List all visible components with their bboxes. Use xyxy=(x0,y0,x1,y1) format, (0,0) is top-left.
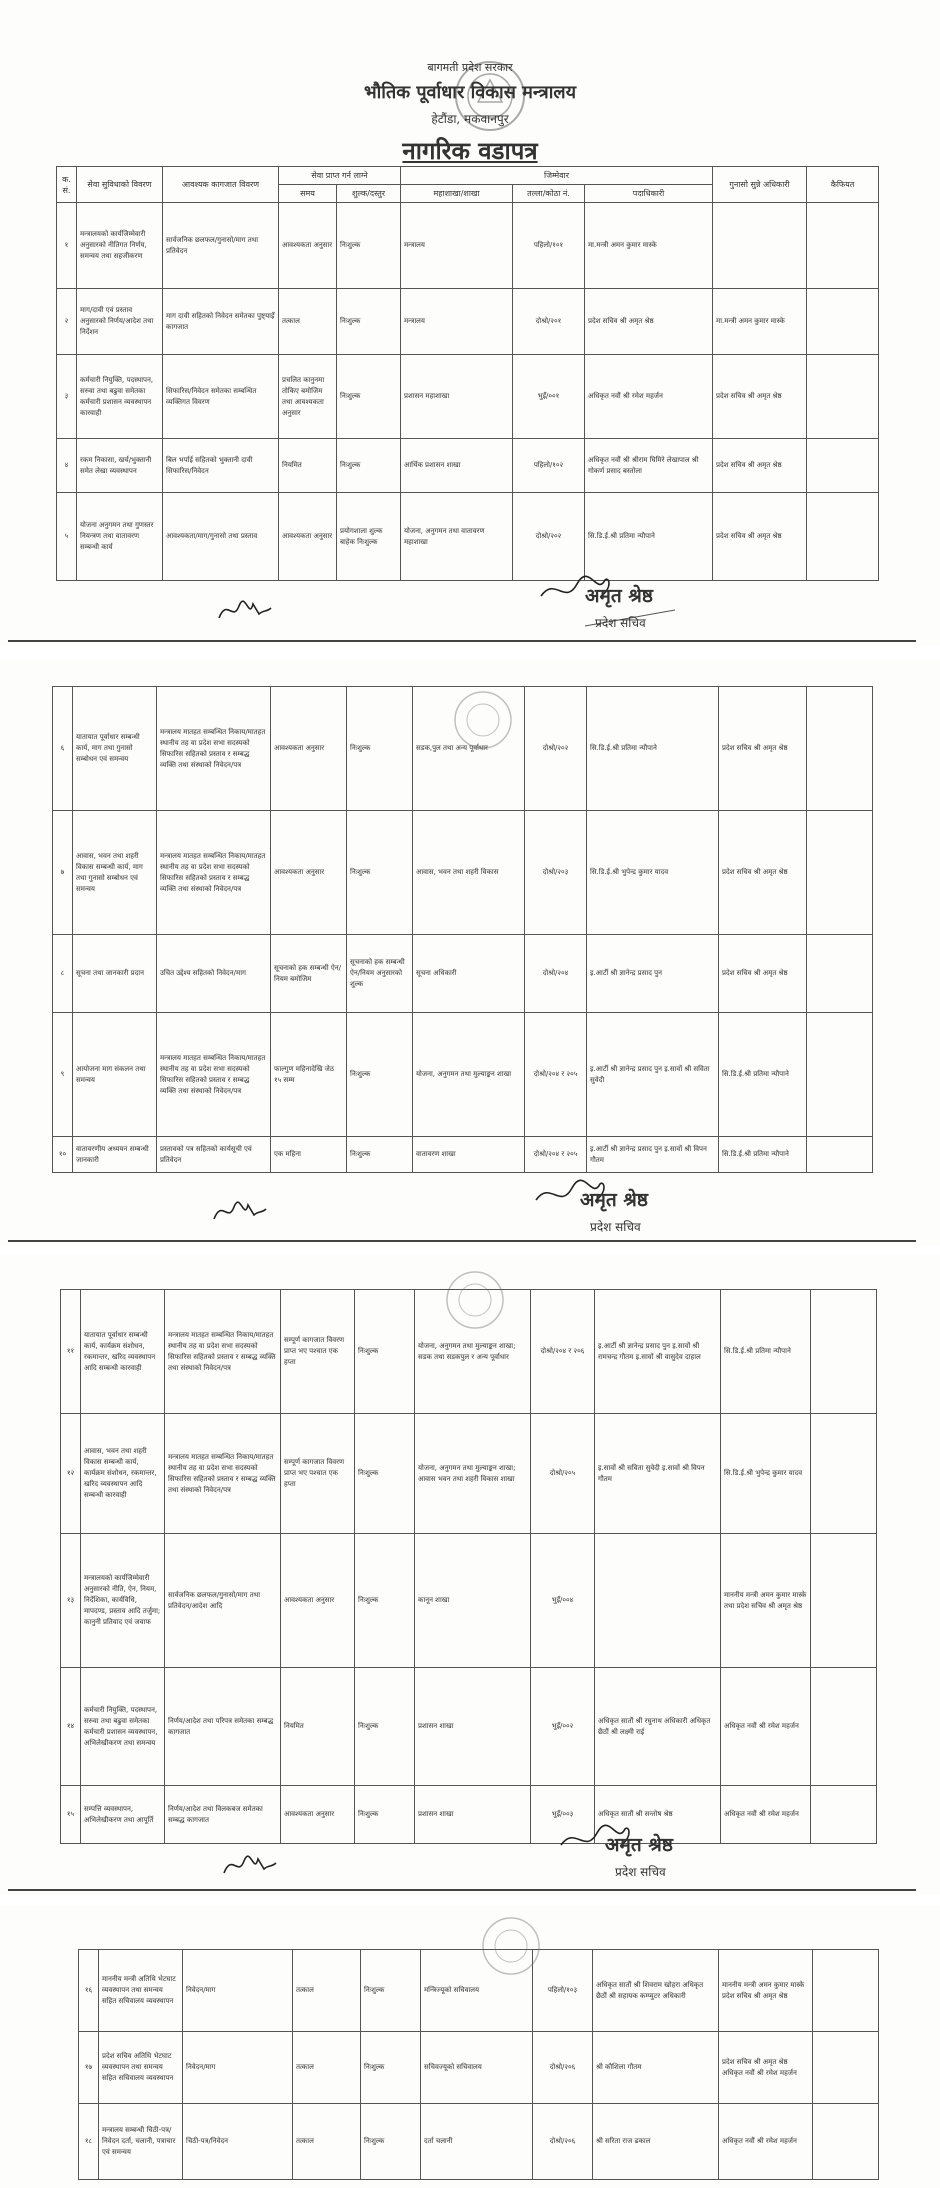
row-documents: मन्त्रालय मातहत सम्बन्धित निकाय/मातहत स्थानीय तह वा प्रदेश सभा सदस्यको सिफारिस सहितको प्रस्ताव र सम्बद्ध व्यक्ति तथा संस्थाको निवेदन/पत्र xyxy=(165,1414,281,1534)
row-floor: दोश्रो/२०४ र २०६ xyxy=(531,1290,595,1414)
row-documents: सार्वजनिक छलफल/गुनासो/माग तथा प्रतिवेदन xyxy=(163,203,279,289)
row-service: आयोजना माग संकलन तथा समन्वय xyxy=(73,1013,157,1137)
row-documents: सार्वजनिक छलफल/गुनासो/माग तथा प्रतिवेदन/आदेश आदि xyxy=(165,1534,281,1668)
row-floor: पहिलो/१०२ xyxy=(513,439,585,493)
row-floor: दोश्रो/२०४ र २०५ xyxy=(525,1013,587,1137)
row-grievance: अधिकृत नवौं श्री रमेश महर्जन xyxy=(719,2104,813,2180)
citizen-charter-table-1 xyxy=(56,166,879,581)
row-floor: दोश्रो/२०२ xyxy=(525,687,587,811)
header-remarks: कैफियत xyxy=(807,167,879,203)
row-documents: निर्णय/आदेश तथा विलकबज समेतका सम्बद्ध कागजात xyxy=(165,1786,281,1844)
table-row xyxy=(53,1137,873,1173)
table-row xyxy=(79,1950,879,2032)
row-sn: ४ xyxy=(57,439,77,493)
row-officer: श्री कौशिला गौतम xyxy=(593,2032,719,2104)
row-fee: निःशुल्क xyxy=(347,1137,413,1173)
row-documents: सिफारिस/निवेदन समेतका सम्बन्धित व्यक्तिगत विवरण xyxy=(163,355,279,439)
row-fee: निःशुल्क xyxy=(347,811,413,935)
row-floor: दोश्रो/२०५ xyxy=(531,1414,595,1534)
page-divider xyxy=(8,1240,916,1242)
row-grievance: सि.डि.ई.श्री प्रतिमा न्यौपाने xyxy=(719,1137,807,1173)
row-time: आवश्यकता अनुसार xyxy=(279,203,337,289)
row-time: आवश्यकता अनुसार xyxy=(281,1786,355,1844)
row-floor: भुइँ/००१ xyxy=(513,355,585,439)
header-grievance: गुनासो सुन्ने अधिकारी xyxy=(713,167,807,203)
row-time: आवश्यकता अनुसार xyxy=(271,687,347,811)
row-sn: ३ xyxy=(57,355,77,439)
row-remarks xyxy=(807,289,879,355)
row-remarks xyxy=(813,1950,879,2032)
row-sn: ५ xyxy=(57,493,77,581)
page-divider xyxy=(8,640,916,642)
row-grievance: प्रदेश सचिव श्री अमृत श्रेष्ठ xyxy=(719,935,807,1013)
citizen-charter-table-4 xyxy=(78,1949,879,2180)
signatory-title: प्रदेश सचिव xyxy=(615,1865,666,1879)
row-officer: इ.आर्टी श्री ज्ञानेन्द्र प्रसाद पुन इ.सावों श्री रामचन्द्र गौतम इ.सावों श्री वासुदेव दाहाल xyxy=(595,1290,721,1414)
row-service: आवास, भवन तथा शहरी विकास सम्बन्धी कार्य, कार्यक्रम संशोधन, रकमान्तर, खरिद व्यवस्थापन आदि सम्बन्धी कारवाही xyxy=(81,1414,165,1534)
row-grievance: प्रदेश सचिव श्री अमृत श्रेष्ठ xyxy=(713,493,807,581)
row-floor: दोश्रो/२०४ र २०५ xyxy=(525,1137,587,1173)
row-fee: निःशुल्क xyxy=(361,2032,421,2104)
table-row xyxy=(57,493,879,581)
row-branch: मन्त्रालय xyxy=(401,203,513,289)
row-sn: १० xyxy=(53,1137,73,1173)
row-sn: ८ xyxy=(53,935,73,1013)
row-time: एक महिना xyxy=(271,1137,347,1173)
row-remarks xyxy=(811,1534,877,1668)
row-officer: इ.आर्टी श्री ज्ञानेन्द्र प्रसाद पुन इ.सावों श्री सविता सुवेदी xyxy=(587,1013,719,1137)
row-branch: योजना, अनुगमन तथा मुल्याङ्कन शाखा xyxy=(413,1013,525,1137)
table-row xyxy=(61,1534,877,1668)
citizen-charter-table-3 xyxy=(60,1289,877,1844)
header-fee: शुल्क/दस्तुर xyxy=(337,185,401,203)
header-province: बागमती प्रदेश सरकार xyxy=(427,61,513,74)
row-officer: सि.डि.ई.श्री भुपेन्द्र कुमार यादव xyxy=(587,811,719,935)
row-officer: अधिकृत सातौं श्री रघुनाथ अधिकारी अधिकृत छैठौं श्री लक्ष्मी राई xyxy=(595,1668,721,1786)
row-service: कर्मचारी नियुक्ति, पदस्थापन, सरुवा तथा बढुवा समेतका कर्मचारी प्रशासन व्यवस्थापन, अभिलेखीकरण तथा समन्वय xyxy=(81,1668,165,1786)
header-location: हेटौंडा, मकवानपुर xyxy=(431,112,509,126)
row-time: फाल्गुण महिनादेखि जेठ १५ सम्म xyxy=(271,1013,347,1137)
signatory-title: प्रदेश सचिव xyxy=(590,1220,641,1234)
row-service: कर्मचारी नियुक्ति, पदस्थापन, सरुवा तथा बढुवा समेतका कर्मचारी प्रशासन व्यवस्थापन कारवाही xyxy=(77,355,163,439)
header-documents: आवश्यक कागजात विवरण xyxy=(163,167,279,203)
row-sn: १५ xyxy=(61,1786,81,1844)
row-remarks xyxy=(807,1137,873,1173)
signatory-name: अमृत श्रेष्ठ xyxy=(605,1834,673,1856)
row-remarks xyxy=(807,935,873,1013)
row-documents: उचित उद्देश्य सहितको निवेदन/माग xyxy=(157,935,271,1013)
row-remarks xyxy=(811,1786,877,1844)
row-grievance: अधिकृत नवौं श्री रमेश महर्जन xyxy=(721,1786,811,1844)
row-branch: वातावरण शाखा xyxy=(413,1137,525,1173)
row-grievance: प्रदेश सचिव श्री अमृत श्रेष्ठ xyxy=(713,355,807,439)
row-documents: प्रस्तावको पत्र सहितको कार्यसूची एवं प्रतिवेदन xyxy=(157,1137,271,1173)
row-floor: दोश्रो/२०२ xyxy=(513,493,585,581)
row-grievance: प्रदेश सचिव श्री अमृत श्रेष्ठ xyxy=(719,687,807,811)
row-time: आवश्यकता अनुसार xyxy=(271,811,347,935)
row-remarks xyxy=(807,1013,873,1137)
row-branch: योजना, अनुगमन तथा वातावरण महाशाखा xyxy=(401,493,513,581)
row-time: प्रचलित कानुनमा तोकिए बमोजिम तथा आवश्यकता अनुसार xyxy=(279,355,337,439)
row-fee: निःशुल्क xyxy=(355,1414,415,1534)
row-sn: १४ xyxy=(61,1668,81,1786)
row-service: आवास, भवन तथा शहरी विकास सम्बन्धी कार्य, माग तथा गुनासो सम्बोधन एवं समन्वय xyxy=(73,811,157,935)
row-sn: ६ xyxy=(53,687,73,811)
header-ministry: भौतिक पूर्वाधार विकास मन्त्रालय xyxy=(363,82,577,103)
row-remarks xyxy=(813,2032,879,2104)
row-officer: सि.डि.ई.श्री प्रतिमा न्यौपाने xyxy=(585,493,713,581)
row-sn: ९ xyxy=(53,1013,73,1137)
table-row xyxy=(79,2032,879,2104)
scan-page-2 xyxy=(0,660,940,1245)
header-floor: तल्ला/कोठा नं. xyxy=(513,185,585,203)
row-floor: दोश्रो/२०४ xyxy=(525,935,587,1013)
row-remarks xyxy=(807,811,873,935)
row-service: प्रदेश सचिव अतिथि भेटघाट व्यवस्थापन तथा समन्वय सहित सचिवालय व्यवस्थापन xyxy=(99,2032,183,2104)
row-officer: सि.डि.ई.श्री प्रतिमा न्यौपाने xyxy=(587,687,719,811)
row-officer: मा.मन्त्री अमन कुमार मास्के xyxy=(585,203,713,289)
row-floor: दोश्रो/२०६ xyxy=(533,2032,593,2104)
signature-scribble-icon xyxy=(210,1193,270,1229)
row-documents: चिठी-पत्र/निवेदन xyxy=(183,2104,293,2180)
row-floor: दोश्रो/२०६ xyxy=(533,2104,593,2180)
row-fee: निःशुल्क xyxy=(355,1534,415,1668)
row-fee: प्रयोगशाला शुल्क बाहेक निःशुल्क xyxy=(337,493,401,581)
row-service: योजना अनुगमन तथा गुणस्तर नियन्त्रण तथा वातावरण सम्बन्धी कार्य xyxy=(77,493,163,581)
row-remarks xyxy=(813,2104,879,2180)
row-service: माननीय मन्त्री अतिथि भेटघाट व्यवस्थापन तथा समन्वय सहित सचिवालय व्यवस्थापन xyxy=(99,1950,183,2032)
page-divider xyxy=(8,1889,916,1891)
signatory-title: प्रदेश सचिव xyxy=(595,616,646,630)
row-documents: निवेदन/माग xyxy=(183,2032,293,2104)
row-officer: अधिकृत सातौं श्री सन्तोष श्रेष्ठ xyxy=(595,1786,721,1844)
row-sn: ११ xyxy=(61,1290,81,1414)
row-sn: १७ xyxy=(79,2032,99,2104)
row-sn: १ xyxy=(57,203,77,289)
row-floor: भुइँ/००३ xyxy=(531,1786,595,1844)
row-branch: आर्थिक प्रशासन शाखा xyxy=(401,439,513,493)
row-documents: निवेदन/माग xyxy=(183,1950,293,2032)
row-grievance: सि.डि.ई.श्री प्रतिमा न्यौपाने xyxy=(721,1290,811,1414)
table-row xyxy=(57,289,879,355)
row-floor: दोश्रो/२०३ xyxy=(525,811,587,935)
table-row xyxy=(61,1786,877,1844)
row-service: माग/दावी एवं प्रस्ताव अनुसारको निर्णय/आदेश तथा निर्देशन xyxy=(77,289,163,355)
row-documents: आवश्यकता/माग/गुनासो तथा प्रस्ताव xyxy=(163,493,279,581)
row-service: मन्त्रालयको कार्यजिम्मेवारी अनुसारको नीति, ऐन, नियम, निर्देशिका, कार्यविधि, मापदण्ड, प्रस्ताव आदि तर्जुमा; कानुनी प्रतिवाद एवं जवाफ xyxy=(81,1534,165,1668)
table-row xyxy=(57,203,879,289)
row-branch: योजना, अनुगमन तथा मुल्याङ्कन शाखा; सडक तथा सडकपुल र अन्य पूर्वाधार xyxy=(415,1290,531,1414)
row-branch: सूचना अधिकारी xyxy=(413,935,525,1013)
row-remarks xyxy=(811,1668,877,1786)
row-fee: निःशुल्क xyxy=(337,355,401,439)
row-service: वातावरणीय अध्ययन सम्बन्धी जानकारी xyxy=(73,1137,157,1173)
row-grievance: अधिकृत नवौं श्री रमेश महर्जन xyxy=(721,1668,811,1786)
row-time: सूचनाको हक सम्बन्धी ऐन/नियम बमोजिम xyxy=(271,935,347,1013)
row-officer: अधिकृत सातौं श्री शिवराम खोहरा अधिकृत छैठौं श्री सहायक कम्प्युटर अधिकारी xyxy=(593,1950,719,2032)
row-remarks xyxy=(811,1414,877,1534)
header-branch: महाशाखा/शाखा xyxy=(401,185,513,203)
row-floor: दोश्रो/२०१ xyxy=(513,289,585,355)
signature-stamp xyxy=(530,1170,680,1248)
row-grievance: प्रदेश सचिव श्री अमृत श्रेष्ठ अधिकृत नवौं श्री रमेश महर्जन xyxy=(719,2032,813,2104)
row-remarks xyxy=(807,439,879,493)
row-documents: माग दावी सहितको निवेदन समेतका पुष्ट्याइँ कागजात xyxy=(163,289,279,355)
row-time: नियमित xyxy=(279,439,337,493)
row-floor: भुइँ/००४ xyxy=(531,1534,595,1668)
signature-scribble-icon xyxy=(220,1847,280,1883)
header-sn: क.सं. xyxy=(57,167,77,203)
row-grievance: सि.डि.ई.श्री प्रतिमा न्यौपाने xyxy=(719,1013,807,1137)
row-fee: निःशुल्क xyxy=(337,203,401,289)
row-documents: मन्त्रालय मातहत सम्बन्धित निकाय/मातहत स्थानीय तह वा प्रदेश सभा सदस्यको सिफारिस सहितको प्रस्ताव र सम्बद्ध व्यक्ति तथा संस्थाको निवेदन/पत्र xyxy=(157,1013,271,1137)
row-remarks xyxy=(807,493,879,581)
header-service: सेवा सुविधाको विवरण xyxy=(77,167,163,203)
row-service: यातायात पूर्वाधार सम्बन्धी कार्य, कार्यक्रम संशोधन, रकमान्तर, खरिद व्यवस्थापन आदि सम्बन्धी कारवाही xyxy=(81,1290,165,1414)
row-fee: निःशुल्क xyxy=(347,1013,413,1137)
row-time: आवश्यकता अनुसार xyxy=(281,1534,355,1668)
row-fee: निःशुल्क xyxy=(355,1786,415,1844)
row-branch: प्रशासन शाखा xyxy=(415,1668,531,1786)
row-officer xyxy=(595,1534,721,1668)
table-row xyxy=(79,2104,879,2180)
row-officer: इ.आर्टी श्री ज्ञानेन्द्र प्रसाद पुन xyxy=(587,935,719,1013)
row-grievance: सि.डि.ई.श्री भुपेन्द्र कुमार यादव xyxy=(721,1414,811,1534)
row-floor: पहिलो/१०१ xyxy=(513,203,585,289)
table-row xyxy=(53,1013,873,1137)
row-sn: १८ xyxy=(79,2104,99,2180)
row-documents: बिल भर्पाई सहितको भुक्तानी दावी सिफारिस/निवेदन xyxy=(163,439,279,493)
signature-stamp xyxy=(535,566,685,644)
row-branch: योजना, अनुगमन तथा मुल्याङ्कन शाखा; आवास भवन तथा शहरी विकास शाखा xyxy=(415,1414,531,1534)
row-fee: निःशुल्क xyxy=(347,687,413,811)
row-time: सम्पूर्ण कागजात विवरण प्राप्त भए पश्चात एक हप्ता xyxy=(281,1290,355,1414)
row-remarks xyxy=(807,203,879,289)
row-fee: निःशुल्क xyxy=(355,1290,415,1414)
signature-scribble-icon xyxy=(215,592,275,628)
row-branch: मन्त्रालय xyxy=(401,289,513,355)
signatory-name: अमृत श्रेष्ठ xyxy=(585,585,653,607)
row-branch: दर्ता चलानी xyxy=(421,2104,533,2180)
row-service: सूचना तथा जानकारी प्रदान xyxy=(73,935,157,1013)
citizen-charter-table-2 xyxy=(52,686,873,1173)
signatory-name: अमृत श्रेष्ठ xyxy=(580,1189,648,1211)
row-officer: श्री सरिता राज ढकाल xyxy=(593,2104,719,2180)
row-branch: आवास, भवन तथा शहरी विकास xyxy=(413,811,525,935)
row-sn: २ xyxy=(57,289,77,355)
table-row xyxy=(57,439,879,493)
row-floor: भुइँ/००२ xyxy=(531,1668,595,1786)
table-row xyxy=(61,1290,877,1414)
row-sn: १२ xyxy=(61,1414,81,1534)
scan-page-1 xyxy=(0,0,940,645)
row-officer: इ.आर्टी श्री ज्ञानेन्द्र प्रसाद पुन इ.सावों श्री विपन गौतम xyxy=(587,1137,719,1173)
table-row xyxy=(53,935,873,1013)
row-documents: मन्त्रालय मातहत सम्बन्धित निकाय/मातहत स्थानीय तह वा प्रदेश सभा सदस्यको सिफारिस सहितको प्रस्ताव र सम्बद्ध व्यक्ति तथा संस्थाको निवेदन/पत्र xyxy=(157,811,271,935)
row-sn: ७ xyxy=(53,811,73,935)
row-floor: पहिलो/१०३ xyxy=(533,1950,593,2032)
row-time: तत्काल xyxy=(279,289,337,355)
page-title: नागरिक वडापत्र xyxy=(402,136,538,165)
row-officer: अधिकृत नवौं श्री श्रीराम घिमिरे लेखापाल श्री गोकर्ण प्रसाद बस्तोला xyxy=(585,439,713,493)
row-branch: मन्त्रिज्यूको सचिवालय xyxy=(421,1950,533,2032)
table-row xyxy=(57,355,879,439)
row-fee: निःशुल्क xyxy=(337,439,401,493)
row-remarks xyxy=(807,687,873,811)
row-documents: मन्त्रालय मातहत सम्बन्धित निकाय/मातहत स्थानीय तह वा प्रदेश सभा सदस्यको सिफारिस सहितको प्रस्ताव र सम्बद्ध व्यक्ति तथा संस्थाको निवेदन/पत्र xyxy=(165,1290,281,1414)
row-officer: इ.सावों श्री सविता सुवेदी इ.सावों श्री विपन गौतम xyxy=(595,1414,721,1534)
row-grievance: माननीय मन्त्री अमन कुमार मास्के तथा प्रदेश सचिव श्री अमृत श्रेष्ठ xyxy=(721,1534,811,1668)
row-officer: अधिकृत नवौं श्री रमेश महर्जन xyxy=(585,355,713,439)
table-row xyxy=(61,1414,877,1534)
row-officer: प्रदेश सचिव श्री अमृत श्रेष्ठ xyxy=(585,289,713,355)
row-documents: मन्त्रालय मातहत सम्बन्धित निकाय/मातहत स्थानीय तह वा प्रदेश सभा सदस्यको सिफारिस सहितको प्रस्ताव र सम्बद्ध व्यक्ति तथा संस्थाको निवेदन/पत्र xyxy=(157,687,271,811)
scan-page-4 xyxy=(0,1905,940,2188)
row-remarks xyxy=(807,355,879,439)
row-time: तत्काल xyxy=(293,2032,361,2104)
row-service: यातायात पूर्वाधार सम्बन्धी कार्य, माग तथा गुनासो सम्बोधन एवं समन्वय xyxy=(73,687,157,811)
row-grievance: मा.मन्त्री अमन कुमार मास्के xyxy=(713,289,807,355)
row-branch: सडक,पुल तथा अन्य पूर्वाधार xyxy=(413,687,525,811)
row-time: आवश्यकता अनुसार xyxy=(279,493,337,581)
row-grievance: प्रदेश सचिव श्री अमृत श्रेष्ठ xyxy=(713,439,807,493)
header-responsible-group: जिम्मेवार xyxy=(401,167,713,185)
row-documents: निर्णय/आदेश तथा परिपत्र समेतका सम्बद्ध कागजात xyxy=(165,1668,281,1786)
row-grievance: माननीय मन्त्री अमन कुमार मास्के प्रदेश सचिव श्री अमृत श्रेष्ठ xyxy=(719,1950,813,2032)
row-service: मन्त्रालय सम्बन्धी चिठी-पत्र/निवेदन दर्ता, चलानी, पत्राचार एवं समन्वय xyxy=(99,2104,183,2180)
document-header xyxy=(0,8,940,168)
table-row xyxy=(61,1668,877,1786)
row-time: सम्पूर्ण कागजात विवरण प्राप्त भए पश्चात एक हप्ता xyxy=(281,1414,355,1534)
table-row xyxy=(53,811,873,935)
row-grievance: प्रदेश सचिव श्री अमृत श्रेष्ठ xyxy=(719,811,807,935)
row-fee: निःशुल्क xyxy=(355,1668,415,1786)
row-fee: निःशुल्क xyxy=(361,2104,421,2180)
row-time: तत्काल xyxy=(293,2104,361,2180)
row-service: रकम निकासा, खर्च/भुक्तानी समेत लेखा व्यवस्थापन xyxy=(77,439,163,493)
row-grievance xyxy=(713,203,807,289)
row-service: सम्पत्ति व्यवस्थापन, अभिलेखीकरण तथा आपूर्ति xyxy=(81,1786,165,1844)
row-branch: प्रशासन महाशाखा xyxy=(401,355,513,439)
row-time: नियमित xyxy=(281,1668,355,1786)
header-time: समय xyxy=(279,185,337,203)
row-sn: १३ xyxy=(61,1534,81,1668)
signature-stamp xyxy=(555,1815,705,1893)
row-branch: प्रशासन शाखा xyxy=(415,1786,531,1844)
row-sn: १६ xyxy=(79,1950,99,2032)
row-time: तत्काल xyxy=(293,1950,361,2032)
header-officer: पदाधिकारी xyxy=(585,185,713,203)
table-row xyxy=(53,687,873,811)
row-fee: निःशुल्क xyxy=(337,289,401,355)
row-fee: निःशुल्क xyxy=(361,1950,421,2032)
row-remarks xyxy=(811,1290,877,1414)
row-fee: सूचनाको हक सम्बन्धी ऐन/नियम अनुसारको शुल्क xyxy=(347,935,413,1013)
header-process-group: सेवा प्राप्त गर्न लाग्ने xyxy=(279,167,401,185)
row-branch: कानून शाखा xyxy=(415,1534,531,1668)
row-branch: सचिवज्यूको सचिवालय xyxy=(421,2032,533,2104)
row-service: मन्त्रालयको कार्यजिम्मेवारी अनुसारको नीतिगत निर्णय, समन्वय तथा सहजीकरण xyxy=(77,203,163,289)
scan-page-3 xyxy=(0,1255,940,1895)
